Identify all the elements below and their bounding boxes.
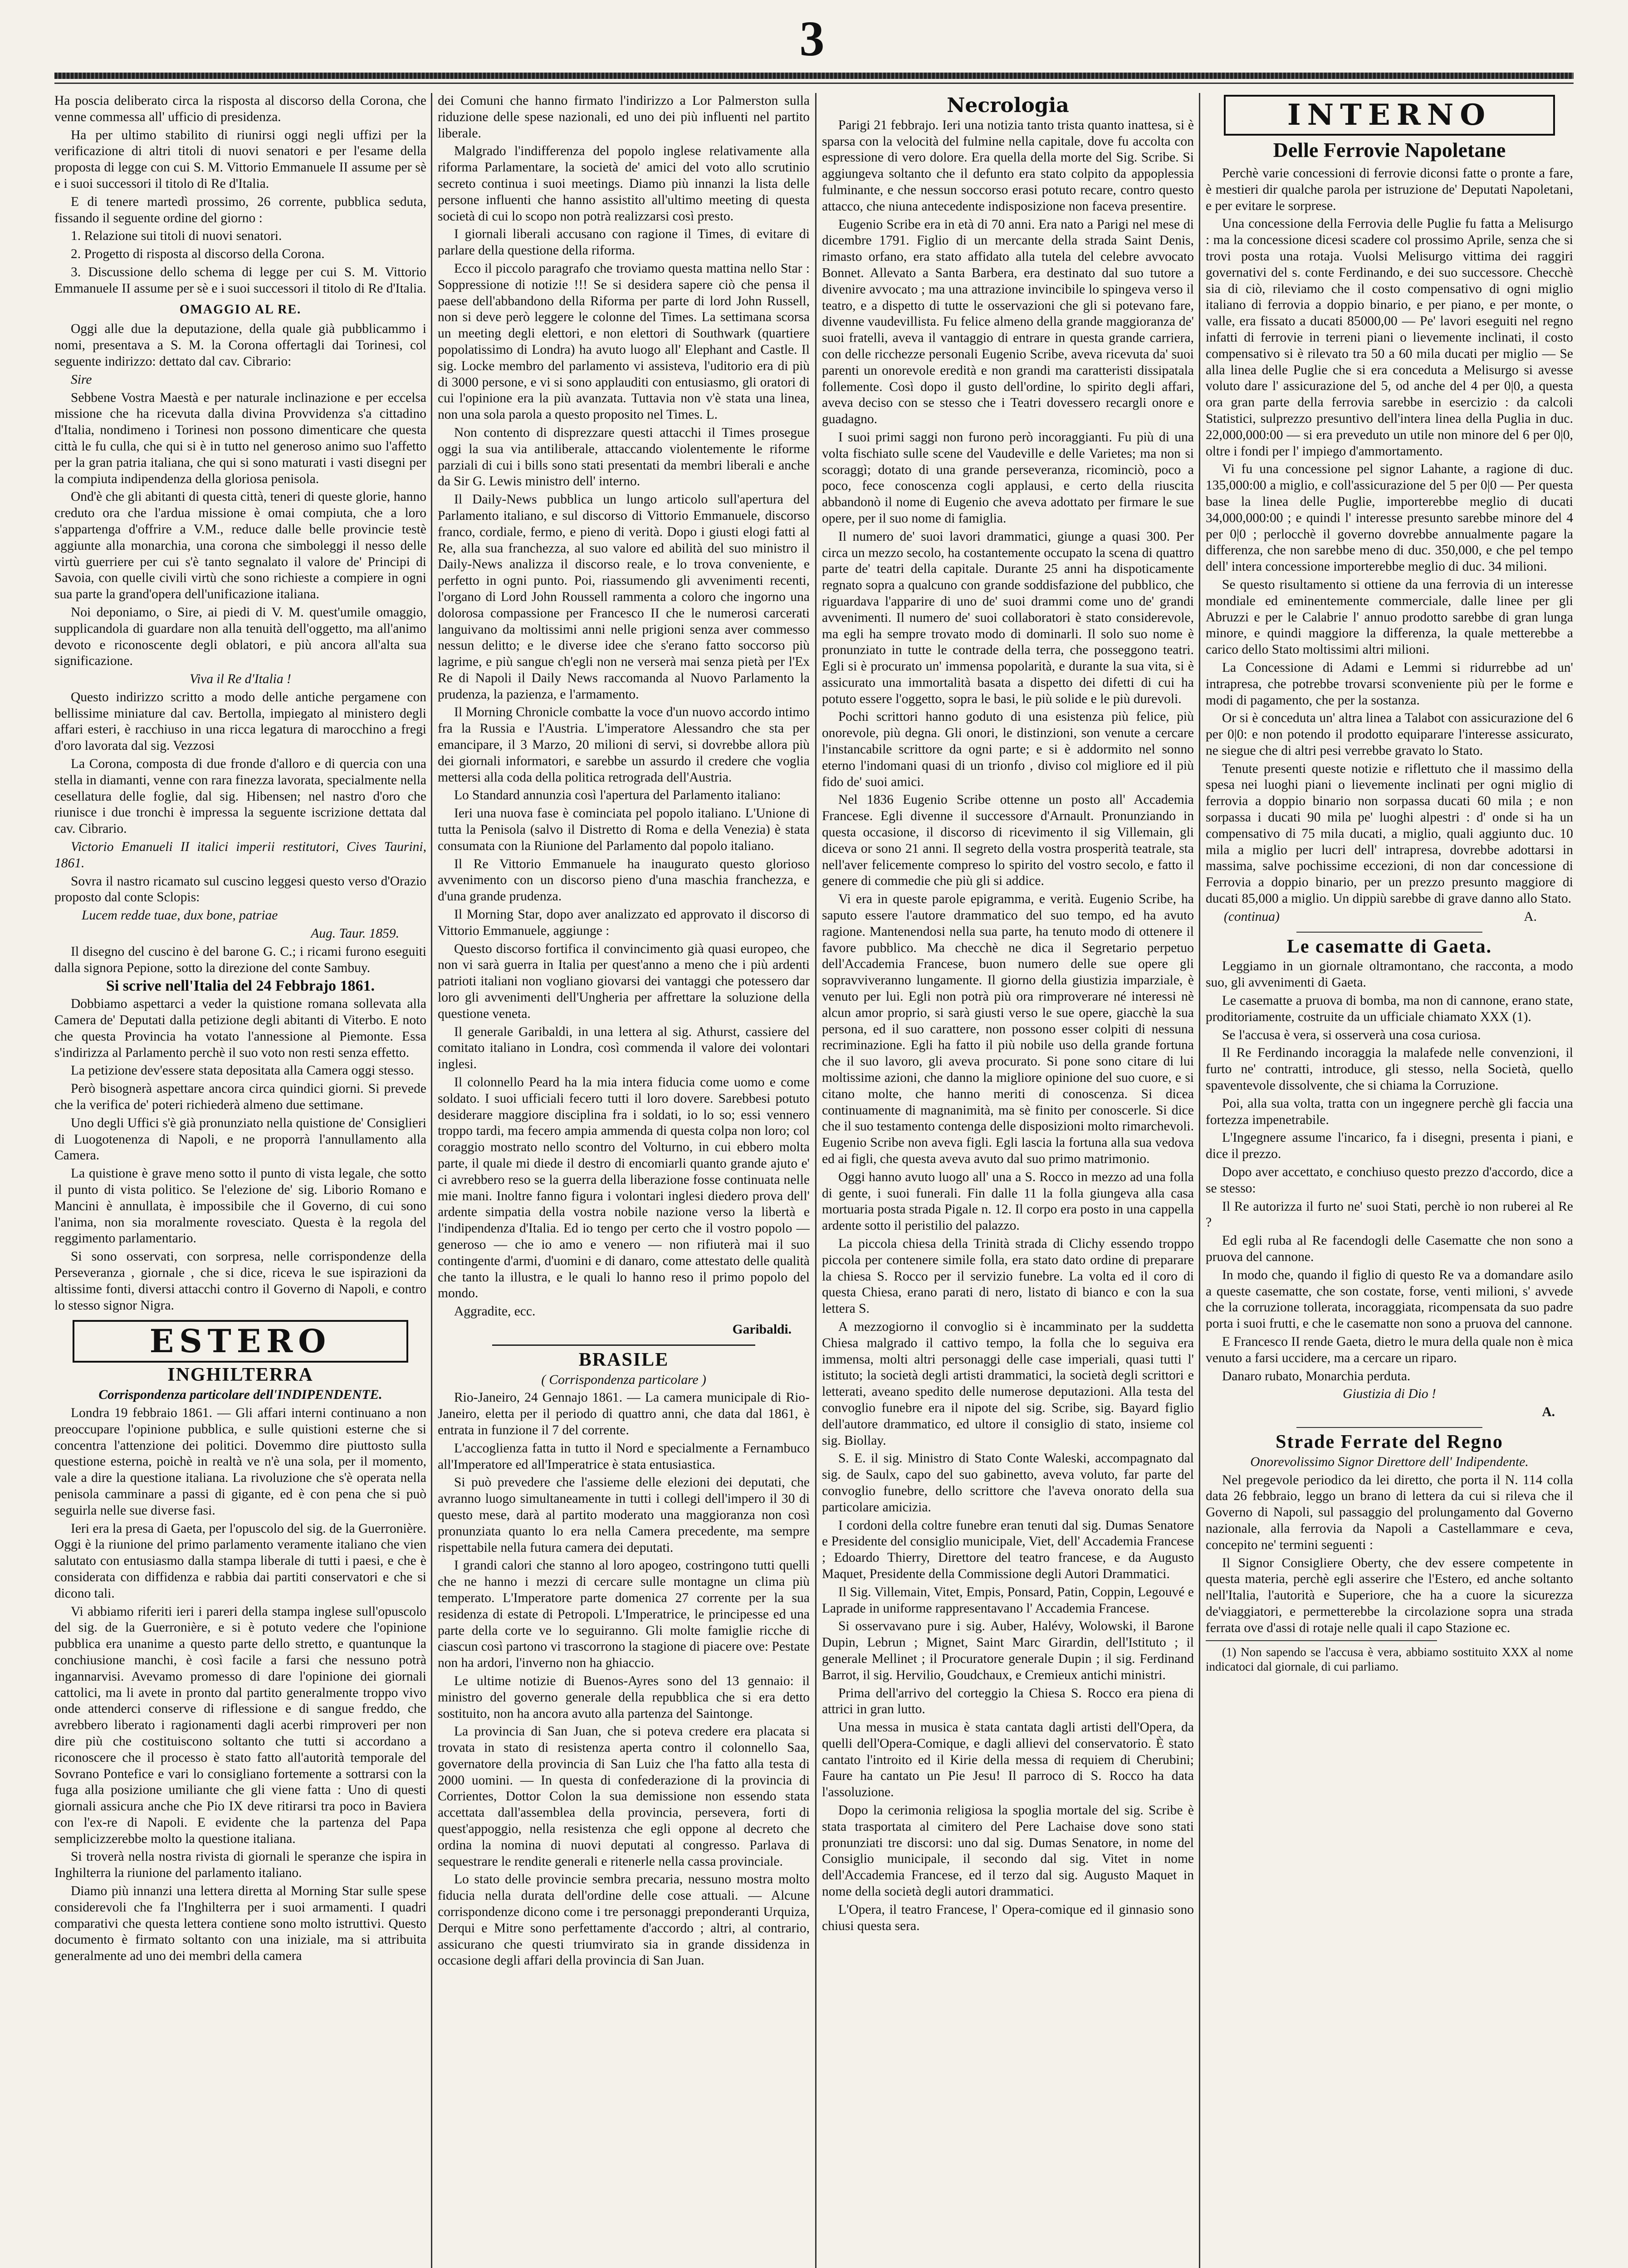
paragraph: Sovra il nastro ricamato sul cuscino leggesi questo verso d'Orazio proposto dal conte Sclopis:	[54, 874, 426, 905]
paragraph: Diamo più innanzi una lettera diretta al Morning Star sulle spese considerevoli che fa l'Inghilterra per i suoi armamenti. I quadri comparativi che questa lettera contiene sono molto istruttivi. Questo documento è firmato soltanto con una iniziale, ma si attribuita generalmente ad uno dei membri della camera	[54, 1884, 426, 1964]
paragraph: I suoi primi saggi non furono però incoraggianti. Fu più di una volta fischiato sulle scene del Vaudeville e delle Varietes; ma non si scoraggì; dotato di una grande perseveranza, ricominciò, poco a poco, fece conoscenza cogli applausi, e certo della riuscita abbandonò il nome di Eugenio che aveva adottato per firmare le sue opere, per il suo nome di famiglia.	[822, 430, 1194, 526]
paragraph: Danaro rubato, Monarchia perduta.	[1222, 1369, 1411, 1383]
paragraph: In modo che, quando il figlio di questo Re va a domandare asilo a queste casematte, che son costate, forse, venti milioni, s' avvede che la corruzione tollerata, incoraggiata, ricompensata da suo padre porta i suoi frutti, e che le casematte non sono a pruova del cannone.	[1206, 1267, 1573, 1331]
paragraph: Poi, alla sua volta, tratta con un ingegnere perchè gli faccia una fortezza impenetrabile.	[1206, 1096, 1573, 1127]
paragraph: Se questo risultamento si ottiene da una ferrovia di un interesse mondiale ed eminentemente commerciale, dalle linee per gli Abruzzi e per le Calabrie l' annuo prodotto sarebbe di gran lunga minore, e quindi maggiore la differenza, la quale metterebbe a carico dello Stato moltissimi altri milioni.	[1206, 577, 1573, 657]
paragraph: Il Re Ferdinando incoraggia la malafede nelle convenzioni, il furto ne' contratti, introduce, gli stesso, nella Società, quello spaventevole dissolvente, che si chiama la Corruzione.	[1206, 1046, 1573, 1093]
paragraph: La piccola chiesa della Trinità strada di Clichy essendo troppo piccola per contenere simile folla, era stato dato ordine di preparare la chiesa S. Rocco per il servizio funebre. La volta ed il coro di questa Chiesa, erano parati di nero, listato di bianco e con la sua lettera S.	[822, 1236, 1194, 1316]
paragraph: Malgrado l'indifferenza del popolo inglese relativamente alla riforma Parlamentare, la società de' amici del voto allo scrutinio secreto continua i suoi meetings. Diamo più innanzi la lista delle persone influenti che hanno assistito all'ultimo meeting di questa società di cui lo scopo non potrà realizzarsi così presto.	[438, 144, 810, 224]
paragraph: Vi abbiamo riferiti ieri i pareri della stampa inglese sull'opuscolo del sig. de la Guerronière, e si è potuto vedere che l'opinione pubblica era unanime a questo parte dello stretto, e quantunque la conchiusione manchi, è così facile a farsi che nessuno potrà ingannarvisi. Avevamo promesso di dare l'opinione dei giornali cattolici, ma li avete in pronto dal partito generalmente troppo vivo onde attenderci conserve di riflessione e di sangue freddo, che avrebbero liberato i ragionamenti dagli acerbi rimproveri per non dire più che costituiscono soltanto che tutti si accordano a riconoscere che il processo è stato fatto all'autorità temporale del Sovrano Pontefice e vari lo consigliano fortemente a sottrarsi con la fuga alla posizione umiliante che gli viene fatta : Uno di questi giornali assicura anche che Pio IX deve ritirarsi tra poco in Baviera con l'ex-re di Napoli. E evidente che la partenza del Papa semplicizzerebbe molto la questione italiana.	[54, 1604, 426, 1846]
paragraph: Questo indirizzo scritto a modo delle antiche pergamene con bellissime miniature dal cav. Bertolla, impiegato al ministero degli affari esteri, è racchiuso in una ricca legatura di marocchino a fregi d'oro lavorata dal sig. Vezzosi	[54, 689, 426, 753]
paragraph: Il colonnello Peard ha la mia intera fiducia come uomo e come soldato. I suoi ufficiali fecero tutti il loro dovere. Sarebbesi potuto desiderare maggiore disciplina fra i soldati, io lo so; essi vennero troppo tardi, ma fecero ampia ammenda di questa colpa non loro; col coraggio mostrato nello scontro del Volturno, in cui ebbero molta parte, il quale mi diede il destro di encomiarli quanto grande ajuto e' ci avrebbero reso se la guerra della liberazione fosse continuata nelle mie mani. Inoltre fanno figura i volontari inglesi diedero prova dell' ardente simpatia della vostra nobile nazione verso la libertà e l'indipendenza d'Italia. Ed io tengo per certo che il vostro popolo — generoso — che io amo e venero — non rifiuterà mai il suo contingente d'armi, d'uomini e di danaro, come attestato delle qualità che tanto la illustra, e le quali lo hanno reso il primo popolo del mondo.	[438, 1075, 810, 1301]
verse: Lucem redde tuae, dux bone, patriae	[82, 908, 278, 923]
column-separator	[431, 93, 432, 2268]
paragraph: Ha per ultimo stabilito di riunirsi oggi negli uffizi per la verificazione di altri titoli di nuovi senatori e per l'esame della proposta di legge con cui S. M. Vittorio Emmanuele II assume per sè e i suoi successori il titolo di Re d'Italia.	[54, 127, 426, 191]
paragraph: Ed egli ruba al Re facendogli delle Casematte che non sono a pruova del cannone.	[1206, 1233, 1573, 1264]
paragraph: Oggi hanno avuto luogo all' una a S. Rocco in mezzo ad una folla di gente, i suoi funerali. Fin dalle 11 la folla giungeva alla casa mortuaria posta strada Pigale n. 12. Il corpo era posto in una cappella ardente sotto il peristilio del palazzo.	[822, 1169, 1194, 1233]
paragraph: E Francesco II rende Gaeta, dietro le mura della quale non è mica venuto a farsi uccidere, ma a cercare un riparo.	[1206, 1334, 1573, 1365]
paragraph: Prima dell'arrivo del corteggio la Chiesa S. Rocco era piena di attrici in gran lutto.	[822, 1686, 1194, 1717]
continua-line	[1206, 909, 1573, 925]
paragraph: Tenute presenti queste notizie e riflettuto che il massimo della spesa nei luoghi piani o lievemente inclinati per ogni miglio di ferrovia a doppio binario non sorpassa ducati 60 mila ; e non sorpassa i ducati 90 mila pe' luoghi alpestri : d' onde si ha un compensativo di 75 mila ducati, a miglio, quali aggiunto duc. 10 mila a miglio per lucri dell' intrapresa, dovrebbe adottarsi in massima, salve pochissime eccezioni, di non dar concessione di Ferrovia a doppio binario, per un prezzo presunto maggiore di ducati 85,000 a miglio. Un dippiù sarebbe di grave danno allo Stato.	[1206, 761, 1573, 906]
paragraph: Parigi 21 febbrajo. Ieri una notizia tanto trista quanto inattesa, si è sparsa con la velocità del fulmine nella capitale, dove fu accolta con espressione di vero dolore. Era quella della morte del Sig. Scribe. Si aggiungeva soltanto che il defunto era stato colpito da appoplessia fulminante, e che nessun soccorso erasi potuto recare, contro questo attacco, che niuna antecedente indisposizione non faceva presentire.	[822, 117, 1194, 214]
paragraph: Una messa in musica è stata cantata dagli artisti dell'Opera, da quelli dell'Opera-Comique, e dagli allievi del conservatorio. È stato cantato l'introito ed il Kirie della messa di requiem di Cherubini; Faure ha cantato un Pie Jesu! Il parroco di S. Rocco ha data l'assoluzione.	[822, 1720, 1194, 1800]
paragraph: Perchè varie concessioni di ferrovie diconsi fatte o pronte a fare, è mestieri dir qualche parola per istruzione de' Deputati Napoletani, e per evitare le sorprese.	[1206, 166, 1573, 213]
paragraph: Dopo aver accettato, e conchiuso questo prezzo d'accordo, dice a se stesso:	[1206, 1165, 1573, 1196]
footnote: (1) Non sapendo se l'accusa è vera, abbiamo sostituito XXX al nome indicatoci dal giornale, di cui parliamo.	[1206, 1645, 1573, 1673]
paragraph: Noi deponiamo, o Sire, ai piedi di V. M. quest'umile omaggio, supplicandola di guardare non alla tenuità dell'oggetto, ma all'animo devoto e riconoscente degli oblatori, e più ancora all'alta sua significazione.	[54, 605, 426, 669]
paragraph: L'Opera, il teatro Francese, l' Opera-comique ed il ginnasio sono chiusi questa sera.	[822, 1902, 1194, 1933]
paragraph: Rio-Janeiro, 24 Gennajo 1861. — La camera municipale di Rio-Janeiro, eletta per il periodo di quattro anni, che data dal 1861, è entrata in funzione il 7 del corrente.	[438, 1390, 810, 1437]
paragraph: A mezzogiorno il convoglio si è incamminato per la suddetta Chiesa malgrado il cattivo tempo, la folla che lo seguiva era immensa, molti altri personaggi delle case imperiali, quasi tutti l' istituto; la società degli artisti drammatici, la società degli scrittori e letterati, aveano spedito delle numerose deputazioni. Alla testa del convoglio funebre era il nipote del sig. Scribe, sig. Bayard figlio dell'autore drammatico, ed ultore il consiglio di stato, insieme col sig. Biollay.	[822, 1319, 1194, 1448]
paragraph: Lo stato delle provincie sembra precaria, nessuno mostra molto fiducia nella durata dell'ordine delle cose attuali. — Alcune corrispondenze dicono come i tre personaggi preponderanti Urquiza, Derqui e Mitre sono perfettamente d'accordo ; altri, al contrario, assicurano che questi triumvirato sia in grande dissidenza in occasione degli affari della provincia di San Juan.	[438, 1872, 810, 1968]
paragraph: Ecco il piccolo paragrafo che troviamo questa mattina nello Star : Soppressione di notizie !!! Se si desidera sapere ciò che pensa il paese dell'abbandono della Riforma per parte di lord John Russell, non si deve però leggere le colonne del Times. La settimana scorsa un meeting degli elettori, e non elettori di Southwark (quartiere popolatissimo di Londra) ha avuto luogo all' Elephant and Castle. Il sig. Locke membro del parlamento vi assisteva, l'uditorio era di più di 3000 persone, e vi si sono applauditi con entusiasmo, gli oratori di cui l'opinione era la più avanzata. Tuttavia non v'è stata una linea, non una sola parola a questo proposito nel Times. L.	[438, 261, 810, 422]
paragraph: Questo discorso fortifica il convincimento già quasi europeo, che non vi sarà guerra in Italia per quest'anno a meno che i più ardenti patrioti italiani non vogliano giovarsi dei vantaggi che potessero dar loro gli avvenimenti dell'Ungheria per affrettare la soluzione della questione veneta.	[438, 941, 810, 1021]
paragraph: Il Re Vittorio Emmanuele ha inaugurato questo glorioso avvenimento con un discorso pieno d'una maschia franchezza, e d'una grande prudenza.	[438, 856, 810, 904]
paragraph: Nel 1836 Eugenio Scribe ottenne un posto all' Accademia Francese. Egli divenne il successore d'Arnault. Pronunziando in questa occasione, il discorso di ricevimento il sig Villemain, gli diceva or sono 21 anni. Il segreto della vostra prosperità teatrale, sta nell'aver felicemente compreso lo spirito del vostro secolo, e fatto il genere di commedie che più gli si addice.	[822, 792, 1194, 889]
paragraph: La petizione dev'essere stata depositata alla Camera oggi stesso.	[71, 1063, 414, 1078]
paragraph: E di tenere martedì prossimo, 26 corrente, pubblica seduta, fissando il seguente ordine del giorno :	[54, 194, 426, 225]
column-1	[54, 93, 426, 2268]
continua-label: (continua)	[1224, 909, 1280, 924]
paragraph: Si sono osservati, con sorpresa, nelle corrispondenze della Perseveranza , giornale , che si dice, riceva le sue ispirazioni da altissime fonti, diversi attacchi contro il Governo di Napoli, e contro lo stesso signor Nigra.	[54, 1249, 426, 1313]
paragraph: Lo Standard annunzia così l'apertura del Parlamento italiano:	[454, 788, 781, 803]
paragraph: Uno degli Uffici s'è già pronunziato nella quistione de' Consiglieri di Luogotenenza di Napoli, e ne proporrà l'annullamento alla Camera.	[54, 1115, 426, 1163]
paragraph: Se l'accusa è vera, si osserverà una cosa curiosa.	[1222, 1027, 1481, 1042]
paragraph: 2. Progetto di risposta al discorso della Corona.	[71, 247, 325, 262]
paragraph: Or si è conceduta un' altra linea a Talabot con assicurazione del 6 per 0|0: e non potendo il prodotto equiparare l'interesse assicurato, ne siegue che di altri pesi verrebbe gravato lo Stato.	[1206, 711, 1573, 758]
paragraph: Londra 19 febbraio 1861. — Gli affari interni continuano a non preoccupare l'opinione pubblica, e sulle quistioni esterne che si concentra l'attenzione dei politici. Dovemmo dire piuttosto sulla questione esterna, poichè in realtà ve n'è una sola, per il momento, vale a dire la questione italiana. La rivoluzione che s'è operata nella penisola camminare a passi di gigante, ed è con pena che si può seguirla nelle sue diverse fasi.	[54, 1405, 426, 1518]
footnote-rule	[1206, 1640, 1437, 1641]
paragraph: La Concessione di Adami e Lemmi si ridurrebbe ad un' intrapresa, che potrebbe trovarsi sconveniente più per le forme e modi di pagamento, che per la sostanza.	[1206, 660, 1573, 708]
paragraph: La Corona, composta di due fronde d'alloro e di quercia con una stella in diamanti, venne con rara finezza lavorata, specialmente nella cesellatura delle foglie, dal sig. Hibensen; nel nastro d'oro che riunisce i due tronchi è impressa la seguente iscrizione dettata dal cav. Cibrario.	[54, 757, 426, 836]
salutation: Onorevolissimo Signor Direttore dell' Indipendente.	[1250, 1454, 1529, 1469]
paragraph: Ha poscia deliberato circa la risposta al discorso della Corona, che venne commessa all' ufficio di presidenza.	[54, 93, 426, 124]
divider	[1296, 932, 1482, 933]
dateline: Si scrive nell'Italia del 24 Febbrajo 1861.	[106, 978, 375, 995]
section-banner-interno: INTERNO	[1224, 95, 1555, 136]
column-3	[822, 93, 1194, 2268]
column-separator	[815, 93, 816, 2268]
country-heading: INGHILTERRA	[167, 1364, 313, 1386]
header-rule	[54, 73, 1574, 79]
divider	[1296, 1427, 1482, 1428]
paragraph: Però bisognerà aspettare ancora circa quindici giorni. Si prevede che la verifica de' poteri richiederà almeno due settimane.	[54, 1081, 426, 1113]
paragraph: Il disegno del cuscino è del barone G. C.; i ricami furono eseguiti dalla signora Pepione, sotto la direzione del conte Sambuy.	[54, 944, 426, 975]
paragraph: Si troverà nella nostra rivista di giornali le speranze che ispira in Inghilterra la riunione del parlamento italiano.	[54, 1849, 426, 1881]
paragraph: Ond'è che gli abitanti di questa città, teneri di queste glorie, hanno creduto ora che l'ardua missione è omai compiuta, che a loro s'appartenga d'offrire a V.M., reduce dalle belle provincie testè aggiunte alla monarchia, una corona che simboleggi il nesso delle virtù guerriere per cui s'è tanto segnalato il valore de' Principi di Savoia, con quelle civili virtù che sono richieste a compiere in ogni sua parte la grand'opera dell'unificazione italiana.	[54, 489, 426, 602]
paragraph: Vi fu una concessione pel signor Lahante, a ragione di duc. 135,000:00 a miglio, e coll'assicurazione del 5 per 0|0 — Per questa base la linea delle Puglie, importerebbe meglio di ducati 34,000,000:00 ; e quindi l' interesse presunto sarebbe minore del 4 per 0|0 ; perlocchè il governo dovrebbe annualmente pagare la differenza, che non sarebbe meno di duc. 350,000, e che pel tempo dell' intera concessione importerebbe meglio di duc. 34 milioni.	[1206, 462, 1573, 574]
paragraph: I giornali liberali accusano con ragione il Times, di evitare di parlare della questione della riforma.	[438, 227, 810, 258]
paragraph: La quistione è grave meno sotto il punto di vista legale, che sotto il punto di vista politico. Se l'elezione de' sig. Liborio Romano e Mancini è annullata, è impossibile che il Governo, di cui sono l'anima, non sia moralmente rovesciato. Questa è la regola del reggimento parlamentario.	[54, 1166, 426, 1246]
correspondence-heading: ( Corrispondenza particolare )	[541, 1372, 706, 1387]
paragraph: Il Signor Consigliere Oberty, che dev essere competente in questa materia, perchè egli asserire che l'Estero, ed anche soltanto nell'Italia, l'autorità e Superiore, che ha a cuore la sicurezza de'viaggiatori, e permetterebbe la circolazione sopra una strada ferrata ove d'assi di rotaje nelle quali il capo Stazione ec.	[1206, 1555, 1573, 1635]
paragraph: Una concessione della Ferrovia delle Puglie fu fatta a Melisurgo : ma la concessione dicesi scadere col prossimo Aprile, senza che si trovi posta una rotaja. Vuolsi Melisurgo vittima dei raggiri governativi del s. conte Ferdinando, e dei suo successore. Checchè sia di ciò, rileviamo che il costo compensativo di ogni miglio italiano di ferrovia a doppio binario, e per piano, e per monte, o valle, era fissato a ducati 85000,00 — Pe' lavori eseguiti nel regno infatti di ferrovie in terreni piani o lievemente inclinati, il costo compensativo si è rilevato tra 50 a 60 mila ducati per miglio — Se alla linea delle Puglie che si era conceduta a Melisurgo si avesse voluto dare l' assicurazione del 5, od anche del 4 per 0|0, a questa ora gran parte della ferrovia sarebbe in esercizio : da calcoli Statistici, sulprezzo presuntivo dell'intera linea della Puglia in duc. 22,000,000:00 — si era preveduto un utile non minore del 6 per 0|0, oltre i fondi per l' impiego d'ammortamento.	[1206, 216, 1573, 459]
paragraph: Il Sig. Villemain, Vitet, Empis, Ponsard, Patin, Coppin, Legouvé e Laprade in uniforme rappresentavano l' Accademia Francese.	[822, 1584, 1194, 1616]
signature: Garibaldi.	[732, 1322, 792, 1337]
paragraph: Oggi alle due la deputazione, della quale già pubblicammo i nomi, presentava a S. M. la Corona offertagli dai Torinesi, col seguente indirizzo: dettato dal cav. Cibrario:	[54, 322, 426, 369]
paragraph: Il Re autorizza il furto ne' suoi Stati, perchè io non ruberei al Re ?	[1206, 1199, 1573, 1230]
page-number: 3	[799, 11, 825, 66]
paragraph: Pochi scrittori hanno goduto di una esistenza più felice, più onorevole, più degna. Gli onori, le distinzioni, son venute a cercare l'instancabile scrittore da ogni parte; e si è addormito nel sonno eterno l'indomani quasi di un trionfo , diviso col migliore ed il più fido de' suoi amici.	[822, 709, 1194, 789]
paragraph: Il numero de' suoi lavori drammatici, giunge a quasi 300. Per circa un mezzo secolo, ha costantemente occupato la scena di quattro parte de' teatri della capitale. Durante 25 anni ha dispoticamente regnato sopra a qualcuno con grande soddisfazione del pubblico, che riguardava l'apparire di uno de' suoi drammi come uno de' grandi avvenimenti. Il numero de' suoi collaboratori è stato considerevole, ma egli ha sempre trovato modo di dominarli. Il solo suo nome è pronunziato in tutte le contrade della terra, che posseggono teatri. Egli si è procurato un' immensa popolarità, e durante la sua vita, si è assicurato una immortalità basata a dispetto dei difetti di cui ha potuto essere l'oggetto, sopra le basi, le più solide e le più durevoli.	[822, 529, 1194, 706]
paragraph: S. E. il sig. Ministro di Stato Conte Waleski, accompagnato dal sig. de Saulx, capo del suo gabinetto, aveva voluto, far parte del convoglio funebre, dello scrittore che l'aveva onorato della sua particolare amicizia.	[822, 1451, 1194, 1515]
paragraph: Sebbene Vostra Maestà e per naturale inclinazione e per eccelsa missione che ha ricevuta dalla divina Provvidenza s'a cittadino d'Italia, nondimeno i Torinesi non possono dimenticare che questa città le fu culla, che qui si è in tutto nel generoso animo suo l'affetto per la gran patria italiana, che qui si sono maturati i vasti disegni per la compiuta indipendenza della gloriosa penisola.	[54, 390, 426, 486]
paragraph: Il Morning Star, dopo aver analizzato ed approvato il discorso di Vittorio Emmanuele, aggiunge :	[438, 907, 810, 938]
paragraph: Aggradite, ecc.	[454, 1304, 536, 1319]
paragraph: Le ultime notizie di Buenos-Ayres sono del 13 gennaio: il ministro del governo generale della repubblica che si era detto sostituito, non ha ancora avuto alla partenza del Saintonge.	[438, 1673, 810, 1721]
verse-signature: Aug. Taur. 1859.	[311, 926, 399, 941]
paragraph: I grandi calori che stanno al loro apogeo, costringono tutti quelli che ne hanno i mezzi di cercare sulle montagne un clima più temperato. L'Imperatore parte domenica 27 corrente per la sua residenza di estate di Petropoli. L'Imperatrice, le principesse ed una parte della corte ve lo seguiranno. Gli molte famiglie ricche di ciascun così partono vi trascorrono la stagione di piacere ove: Pestate non ha ardori, l'inverno non ha ghiaccio.	[438, 1558, 810, 1671]
paragraph: L'accoglienza fatta in tutto il Nord e specialmente a Fernambuco all'Imperatore ed all'Imperatrice è stata entusiastica.	[438, 1441, 810, 1472]
paragraph: Dopo la cerimonia religiosa la spoglia mortale del sig. Scribe è stata trasportata al cimitero del Pere Lachaise dove sono stati pronunziati tre discorsi: uno dal sig. Dumas Senatore, in nome del Consiglio municipale, il secondo dal sig. Vitet in nome dell'Accademia Francese, ed il terzo dal sig. Augusto Maquet in nome della società degli autori drammatici.	[822, 1803, 1194, 1899]
paragraph: Il Morning Chronicle combatte la voce d'un nuovo accordo intimo fra la Russia e l'Austria. L'imperatore Alessandro che sta per emancipare, il 3 Marzo, 20 milioni di servi, si dovrebbe allora più dei giornali informatori, e sarebbe un assurdo il credere che voglia mettersi alla coda della politica retrograda dell'Austria.	[438, 705, 810, 785]
article-title: Le casematte di Gaeta.	[1286, 936, 1492, 957]
paragraph: Si osservavano pure i sig. Auber, Halévy, Wolowski, il Barone Dupin, Lebrun ; Mignet, Saint Marc Girardin, dell'Istituto ; il generale Mellinet ; il Procuratore generale Dupin ; il sig. Ferdinand Barrot, il sig. Hervilio, Goudchaux, e Cremieux antichi ministri.	[822, 1619, 1194, 1682]
paragraph: dei Comuni che hanno firmato l'indirizzo a Lor Palmerston sulla riduzione delle spese nazionali, ed uno dei più influenti nel partito liberale.	[438, 93, 810, 141]
paragraph: 3. Discussione dello schema di legge per cui S. M. Vittorio Emmanuele II assume per sè e i suoi successori il titolo di Re d'Italia.	[54, 264, 426, 296]
paragraph: Le casematte a pruova di bomba, ma non di cannone, erano state, proditoriamente, costruite da un ufficiale chiamato XXX (1).	[1206, 993, 1573, 1024]
divider	[492, 1344, 755, 1346]
header-rule-thin	[54, 83, 1574, 84]
paragraph: La provincia di San Juan, che si poteva credere era placata si trovata in stato di resistenza aperta contro il colonnello Saa, governatore della provincia di San Luiz che l'ha fatto alla testa di 2000 uomini. — In questa di confederazione di la provincia di Corrientes, Dottor Colon la sua demissione non essendo stata accettata dall'assemblea della provincia, persevera, forti di quest'appoggio, nella resistenza che egli oppone al decreto che ordina la nomina di nuovi deputati al congresso. Parlava di sequestrare le rendite generali e ritenerle nella cassa provinciale.	[438, 1724, 810, 1869]
paragraph: Si può prevedere che l'assieme delle elezioni dei deputati, che avranno luogo simultaneamente in tutti i collegi dell'impero il 30 di questo mese, darà al partito moderato una maggioranza non così pronunziata quanto lo era nella Camera precedente, ma sempre rispettabile nella futura camera dei deputati.	[438, 1475, 810, 1555]
article-title: Strade Ferrate del Regno	[1276, 1431, 1503, 1452]
acclamation: Viva il Re d'Italia !	[190, 672, 291, 687]
paragraph: Nel pregevole periodico da lei diretto, che porta il N. 114 colla data 26 febbraio, leggo un brano di lettera da cui si rileva che il Governo di Napoli, sul passaggio del prolungamento dal Governo nazionale, alla ferrovia da Napoli a Castellammare e ceva, concepito ne' termini seguenti :	[1206, 1472, 1573, 1552]
column-separator	[1199, 93, 1200, 2268]
paragraph: I cordoni della coltre funebre eran tenuti dal sig. Dumas Senatore e Presidente del consiglio municipale, Viet, dell' Accademia Francese ; Edoardo Thierry, Direttore del teatro francese, e da Augusto Maquet, Presidente della Commissione degli Autori Drammatici.	[822, 1518, 1194, 1581]
correspondence-heading: Corrispondenza particolare dell'INDIPENDENTE.	[98, 1388, 382, 1403]
section-heading: OMAGGIO AL RE.	[179, 302, 302, 317]
paragraph: Ieri era la presa di Gaeta, per l'opuscolo del sig. de la Guerronière. Oggi è la riunione del primo parlamento veramente italiano che vien salutato con entusiasmo dalla stampa liberale di tutti i paesi, e che è considerata con diffidenza e rabbia dai partiti conservatori e che si dicono tali.	[54, 1521, 426, 1601]
article-title: Delle Ferrovie Napoletane	[1273, 138, 1506, 161]
signature: A.	[1542, 1405, 1555, 1420]
paragraph: Il Daily-News pubblica un lungo articolo sull'apertura del Parlamento italiano, e sul discorso di Vittorio Emmanuele, discorso franco, cordiale, fermo, e pieno di verità. Dopo i giusti elogi fatti al Re, alla sua franchezza, al suo valore ed abilità del suo ministro il Daily-News analizza il discorso reale, e lo trova conveniente, e perfetto in ogni punto. Poi, riassumendo gli avvenimenti recenti, l'organo di Lord John Roussell rammenta a coloro che ingorno una dolorosa compassione per Francesco II che le numerosi carcerati languivano da moltissimi anni nelle prigioni senza aver commesso nessun delitto; e le diverse idee che s'erano fatto soccorso più lagrime, e più sangue ch'egli non ne verserà mai senza pietà per l'Ex Re di Napoli il Daily News raccomanda al Nuovo Parlamento la prudenza, la pazienza, e l'armamento.	[438, 492, 810, 702]
paragraph: Eugenio Scribe era in età di 70 anni. Era nato a Parigi nel mese di dicembre 1791. Figlio di un mercante della strada Saint Denis, rimasto orfano, era stato affidato alla tutela del celebre avvocato Bonnet. Allevato a Santa Barbera, era destinato dal suo tutore a divenire avvocato ; ma una attrazione invincibile lo spingeva verso il teatro, e a dispetto di tutte le osservazioni che gli si potevano fare, divenne vaudevillista. Fu felice almeno della grande maggioranza de' suoi fratelli, aveva il vantaggio di entrare in questa grande carriera, con delle ricchezze personali Eugenio Scribe, aveva ricevuta da' suoi parenti un onorevole eredità e non grandi ma caratteristi dissipatala follemente. Così dopo il gusto dell'ordine, lo spirito degli affari, aveva deciso con se stesso che i Teatri dovessero recargli onore e guadagno.	[822, 217, 1194, 427]
salutation: Sire	[71, 372, 92, 387]
paragraph: Dobbiamo aspettarci a veder la quistione romana sollevata alla Camera de' Deputati dalla petizione degli abitanti di Viterbo. E noto che questa Provincia ha votato l'annessione al Piemonte. Essa s'indirizza al Parlamento perchè il suo voto non resti senza effetto.	[54, 997, 426, 1060]
column-2	[438, 93, 810, 2268]
section-banner-estero: ESTERO	[73, 1320, 408, 1363]
section-heading-necrologia: Necrologia	[947, 94, 1069, 117]
paragraph: Non contento di disprezzare questi attacchi il Times prosegue oggi la sua via antiliberale, attaccando violentemente le riforme parziali di cui i bills sono stati presentati da membri liberali e anche da Sir G. Lewis ministro dell' interno.	[438, 425, 810, 489]
paragraph: Vi era in queste parole epigramma, e verità. Eugenio Scribe, ha saputo essere l'autore drammatico del suo tempo, ed ha avuto ragione. Mantenendosi nella sua parte, ha tenuto modo di ottenere il favore pubblico. Ma checchè ne dica il Segretario perpetuo dell'Accademia Francese, buon numero delle sue opere gli sopravviveranno lungamente. Il giorno della giustizia imparziale, è venuto per lui. Egli non potrà più ora rimproverare né interessi nè alcun amor proprio, si sarà giusti verso le sue opere, giacchè la sua persona, ed il suo carattere, non possono esser colpiti di nessuna recriminazione. Egli ha fatto il più nobile uso della grande fortuna che il suo lavoro, gli aveva procurato. Si pone sono citare di lui moltissime azioni, che danno la migliore opinione del suo cuore, e si citano molte, che hanno meriti di conoscenza. Si dicea continuamente di magnanimità, ma sè finito per conoscerle. Si dice che il suo testamento contenga delle disposizioni molto rimarchevoli. Eugenio Scribe non aveva figli. Egli lascia la fortuna alla sua vedova ed ai figli, che questa aveva avuto dal suo primo matrimonio.	[822, 892, 1194, 1166]
paragraph: L'Ingegnere assume l'incarico, fa i disegni, presenta i piani, e dice il prezzo.	[1206, 1130, 1573, 1162]
paragraph: Leggiamo in un giornale oltramontano, che racconta, a modo suo, gli avvenimenti di Gaeta.	[1206, 959, 1573, 990]
paragraph: 1. Relazione sui titoli di nuovi senatori.	[71, 229, 282, 244]
paragraph: Il generale Garibaldi, in una lettera al sig. Athurst, cassiere del comitato italiano in Londra, così commenda il valore dei volontari inglesi.	[438, 1024, 810, 1072]
paragraph: Ieri una nuova fase è cominciata pel popolo italiano. L'Unione di tutta la Penisola (salvo il Distretto di Roma e della Venezia) è stata consumata con la Riunione del Parlamento dal popolo italiano.	[438, 806, 810, 853]
paragraph: Giustizia di Dio !	[1343, 1387, 1436, 1402]
inscription: Victorio Emanueli II italici imperii restitutori, Cives Taurini, 1861.	[54, 840, 426, 870]
signature: A.	[1524, 909, 1537, 924]
country-heading: BRASILE	[578, 1349, 669, 1370]
column-4	[1206, 93, 1573, 2268]
